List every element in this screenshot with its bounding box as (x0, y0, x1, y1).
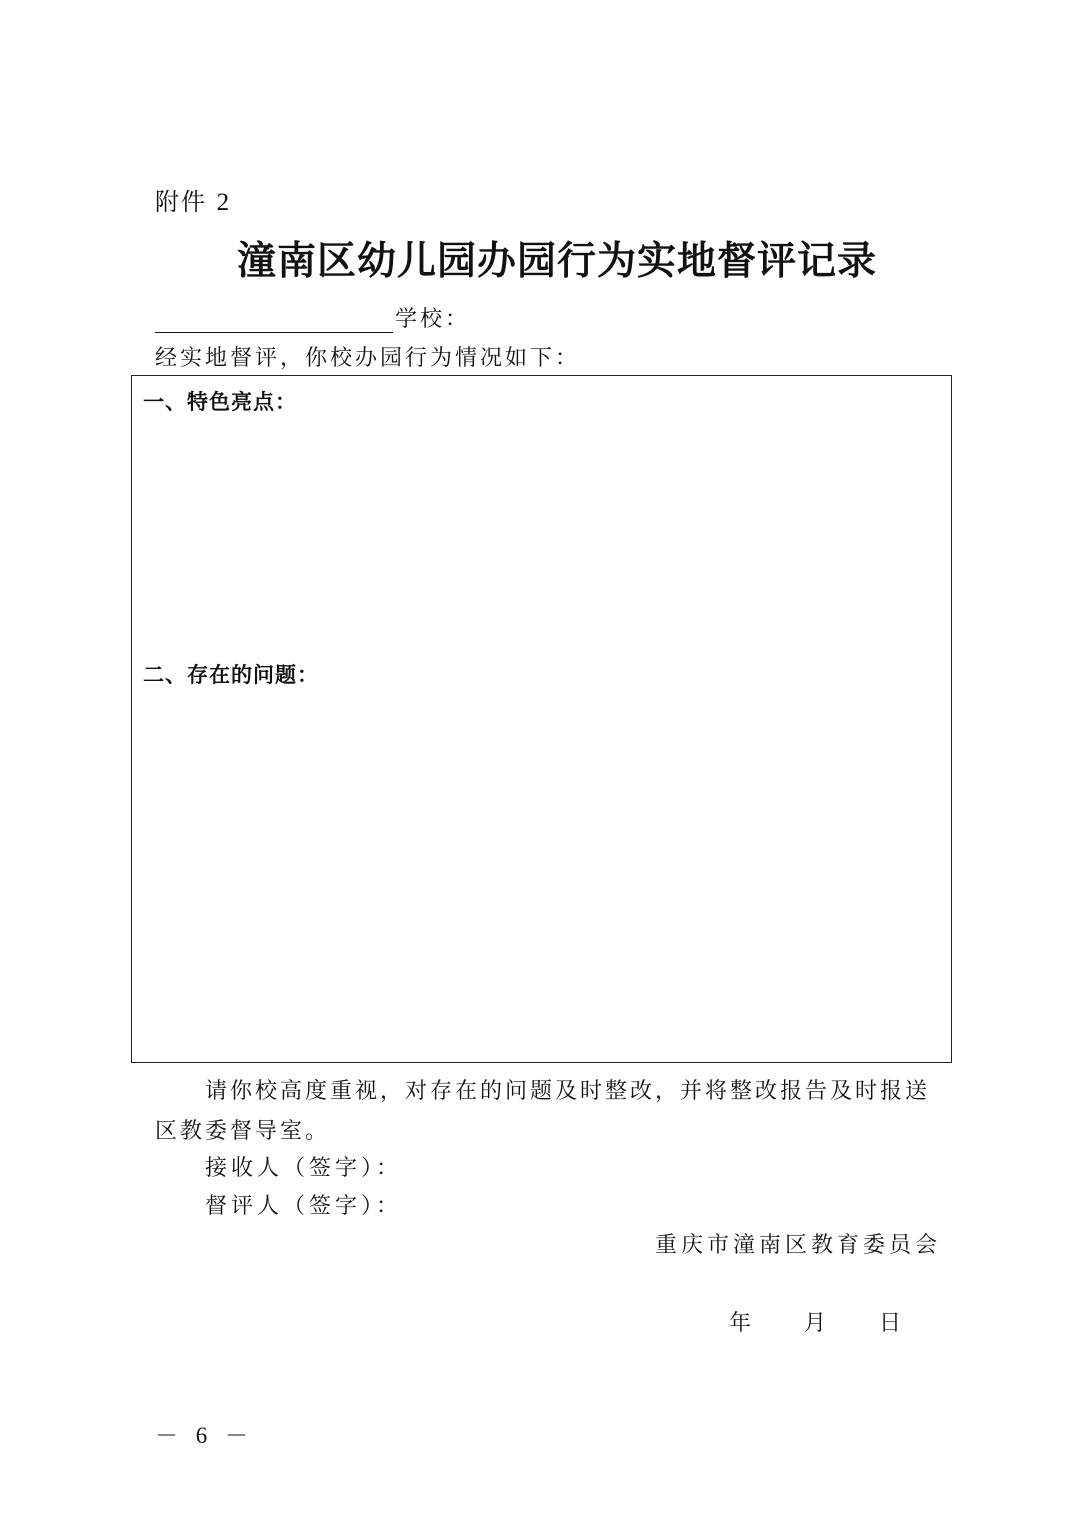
school-name-blank[interactable] (155, 308, 393, 333)
document-title: 潼南区幼儿园办园行为实地督评记录 (236, 238, 877, 284)
date-line (729, 1306, 901, 1337)
date-day: 日 (879, 1311, 902, 1336)
date-year: 年 (729, 1311, 752, 1336)
section-highlights-heading: 一、特色亮点： (143, 390, 297, 414)
intro-text: 经实地督评，你校办园行为情况如下： (155, 346, 581, 371)
attachment-label (155, 182, 231, 217)
page-number: － 6 － (155, 1423, 254, 1448)
attachment-label-text: 附件 (155, 188, 207, 216)
issuer-name: 重庆市潼南区教育委员会 (655, 1233, 942, 1258)
attachment-number: 2 (216, 189, 232, 216)
closing-paragraph: 请你校高度重视，对存在的问题及时整改，并将整改报告及时报送区教委督导室。 (155, 1079, 931, 1144)
record-box (131, 375, 952, 1063)
date-month: 月 (804, 1311, 827, 1336)
school-label: 学校： (395, 307, 471, 332)
school-line (155, 302, 470, 333)
evaluator-signature-label: 督评人（签字）： (205, 1194, 403, 1219)
section-problems-heading: 二、存在的问题： (143, 663, 319, 687)
receiver-signature-label: 接收人（签字）： (205, 1156, 403, 1181)
